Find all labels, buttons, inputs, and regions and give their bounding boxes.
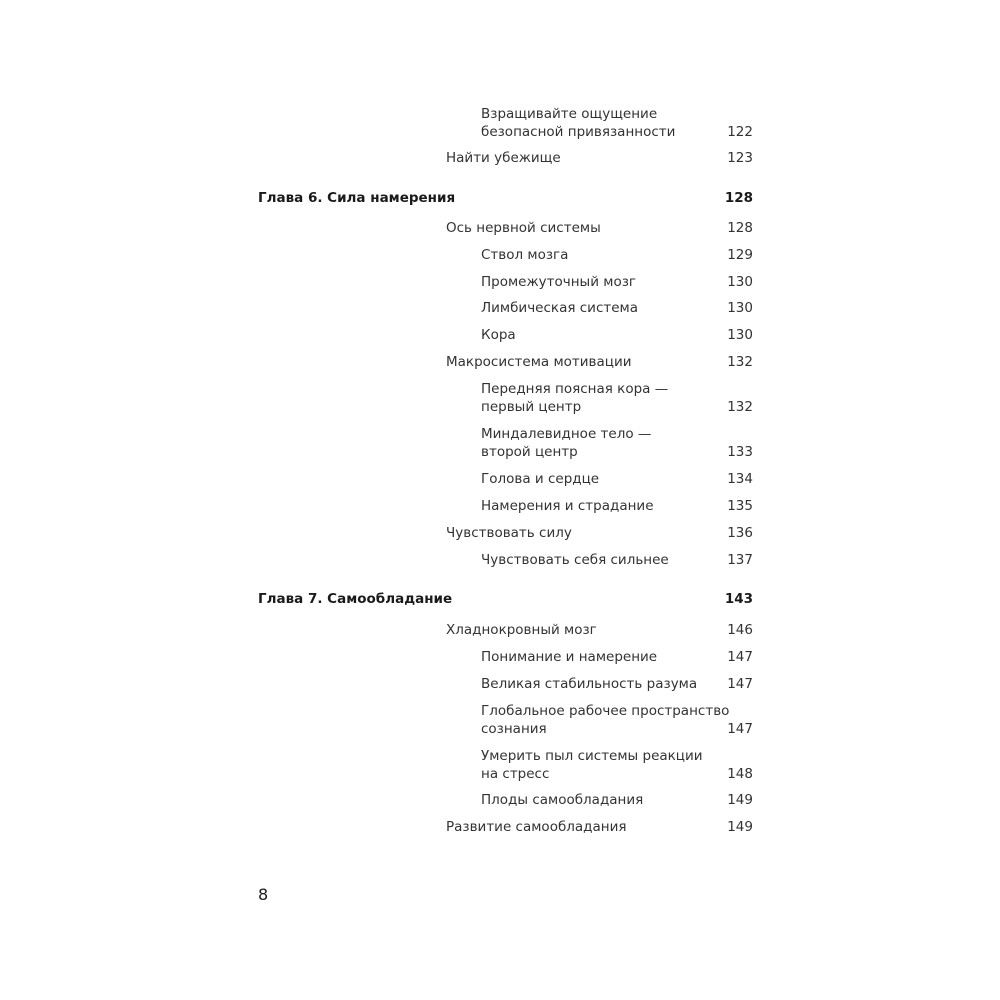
toc-page-number: 133 xyxy=(727,444,753,460)
toc-page-number: 130 xyxy=(727,274,753,290)
page-folio-number: 8 xyxy=(258,885,269,904)
toc-entry xyxy=(481,675,753,693)
toc-entry-label: Ось нервной системы xyxy=(446,220,601,236)
toc-entry-label: Взращивайте ощущение безопасной привязанности xyxy=(481,106,676,140)
toc-entry xyxy=(481,380,753,416)
toc-entry-label: Макросистема мотивации xyxy=(446,354,632,370)
toc-page-number: 123 xyxy=(727,150,753,166)
toc-page-number: 149 xyxy=(727,819,753,835)
toc-entry xyxy=(481,791,753,809)
toc-entry xyxy=(446,149,753,167)
chapter-title: Глава 6. Сила намерения xyxy=(258,190,456,206)
toc-entry xyxy=(481,648,753,666)
toc-page-number: 147 xyxy=(727,649,753,665)
toc-entry-label: Плоды самообладания xyxy=(481,792,644,808)
toc-entry-label: Передняя поясная кора — первый центр xyxy=(481,381,669,415)
toc-page-number: 146 xyxy=(727,622,753,638)
toc-entry-label: Миндалевидное тело — второй центр xyxy=(481,426,652,460)
toc-entry-label: Умерить пыл системы реакции на стресс xyxy=(481,748,703,782)
toc-page-number: 132 xyxy=(727,354,753,370)
toc-entry xyxy=(481,246,753,264)
toc-entry xyxy=(446,219,753,237)
toc-page-number: 149 xyxy=(727,792,753,808)
toc-page-number: 130 xyxy=(727,327,753,343)
toc-entry xyxy=(446,621,753,639)
toc-entry xyxy=(481,299,753,317)
toc-entry-label: Великая стабильность разума xyxy=(481,676,698,692)
toc-chapter-heading xyxy=(258,590,753,608)
toc-entry xyxy=(446,524,753,542)
toc-page-number: 148 xyxy=(727,766,753,782)
toc-entry-label: Найти убежище xyxy=(446,150,561,166)
toc-page-number: 147 xyxy=(727,721,753,737)
toc-page-number: 135 xyxy=(727,498,753,514)
toc-page-number: 130 xyxy=(727,300,753,316)
toc-page-number: 132 xyxy=(727,399,753,415)
toc-page-number: 136 xyxy=(727,525,753,541)
toc-page-number: 128 xyxy=(727,220,753,236)
chapter-page-number: 128 xyxy=(724,190,753,206)
toc-entry-label: Кора xyxy=(481,327,516,343)
toc-entry-label: Ствол мозга xyxy=(481,247,569,263)
toc-entry xyxy=(481,702,753,738)
toc-page-number: 134 xyxy=(727,471,753,487)
toc-entry xyxy=(446,818,753,836)
toc-entry xyxy=(481,105,753,141)
chapter-page-number: 143 xyxy=(724,591,753,607)
toc-page-number: 147 xyxy=(727,676,753,692)
toc-entry-label: Понимание и намерение xyxy=(481,649,658,665)
toc-entry xyxy=(446,353,753,371)
toc-entry xyxy=(481,747,753,783)
chapter-title: Глава 7. Самообладание xyxy=(258,591,453,607)
toc-entry-label: Лимбическая система xyxy=(481,300,638,316)
toc-entry-label: Намерения и страдание xyxy=(481,498,654,514)
toc-entry-label: Чувствовать силу xyxy=(446,525,572,541)
toc-page-number: 129 xyxy=(727,247,753,263)
toc-chapter-heading xyxy=(258,189,753,207)
toc-entry-label: Хладнокровный мозг xyxy=(446,622,597,638)
toc-page-number: 137 xyxy=(727,552,753,568)
toc-entry xyxy=(481,273,753,291)
toc-entry xyxy=(481,551,753,569)
toc-entry-label: Промежуточный мозг xyxy=(481,274,636,290)
toc-entry-label: Голова и сердце xyxy=(481,471,600,487)
toc-entry-label: Глобальное рабочее пространство сознания xyxy=(481,703,730,737)
toc-entry xyxy=(481,470,753,488)
toc-entry xyxy=(481,497,753,515)
toc-page-number: 122 xyxy=(727,124,753,140)
toc-entry xyxy=(481,425,753,461)
toc-entry-label: Чувствовать себя сильнее xyxy=(481,552,669,568)
toc-entry xyxy=(481,326,753,344)
toc-entry-label: Развитие самообладания xyxy=(446,819,627,835)
